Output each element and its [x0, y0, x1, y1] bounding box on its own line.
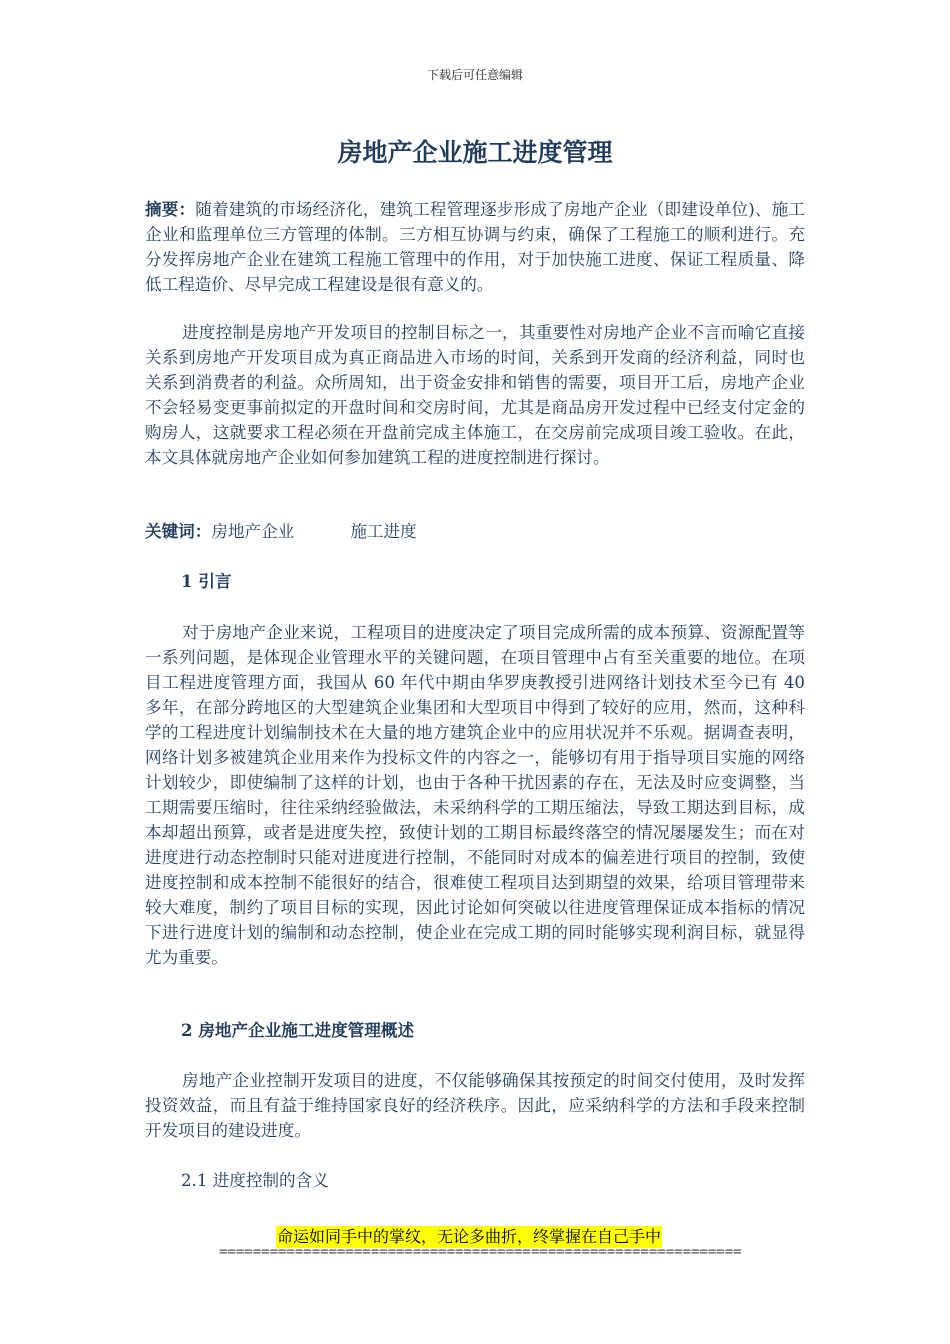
keywords-line: [145, 519, 805, 544]
footer-rule: ==============================================================: [219, 1244, 742, 1260]
keywords-label: 关键词：: [145, 522, 212, 541]
abstract-text: 随着建筑的市场经济化，建筑工程管理逐步形成了房地产企业（即建设单位)、施工企业和监理单位三方管理的体制。三方相互协调与约束，确保了工程施工的顺利进行。充分发挥房地产企业在建筑工程施工管理中的作用，对于加快施工进度、保证工程质量、降低工程造价、尽早完成工程建设是很有意义的。: [145, 200, 805, 294]
section-heading: 2 房地产企业施工进度管理概述: [181, 1020, 415, 1040]
keyword-item: 施工进度: [350, 522, 417, 541]
keyword-item: 房地产企业: [211, 522, 295, 541]
document-title: 房地产企业施工进度管理: [337, 138, 613, 167]
section-paragraph: 房地产企业控制开发项目的进度，不仅能够确保其按预定的时间交付使用，及时发挥投资效益，而且有益于维持国家良好的经济秩序。因此，应采纳科学的方法和手段来控制开发项目的建设进度。: [145, 1071, 805, 1140]
abstract-label: 摘要：: [145, 200, 196, 219]
section-heading: 1 引言: [181, 571, 232, 591]
footer-motto: 命运如同手中的掌纹，无论多曲折，终掌握在自己手中: [277, 1227, 662, 1246]
section-paragraph: 对于房地产企业来说，工程项目的进度决定了项目完成所需的成本预算、资源配置等一系列问题，是体现企业管理水平的关键问题，在项目管理中占有至关重要的地位。在项目工程进度管理方面，我国从 60 年代中期由华罗庚教授引进网络计划技术至今已有 40 多年，在部分跨地区的大型建筑企业集团和大型项目中得到了较好的应用，然而，这种科学的工程进度计划编制技术在大量的地方建筑企业中的应用状况并不乐观。据调查表明，网络计划多被建筑企业用来作为投标文件的内容之一，能够切有用于指导项目实施的网络计划较少，即使编制了这样的计划，也由于各种干扰因素的存在，无法及时应变调整，当工期需要压缩时，往往采纳经验做法，未采纳科学的工期压缩法，导致工期达到目标，成本却超出预算，或者是进度失控，致使计划的工期目标最终落空的情况屡屡发生；而在对进度进行动态控制时只能对进度进行控制，不能同时对成本的偏差进行项目的控制，致使进度控制和成本控制不能很好的结合，很难使工程项目达到期望的效果，给项目管理带来较大难度，制约了项目目标的实现，因此讨论如何突破以往进度管理保证成本指标的情况下进行进度计划的编制和动态控制，使企业在完成工期的同时能够实现利润目标，就显得尤为重要。: [145, 623, 805, 967]
abstract-paragraph: [145, 197, 805, 297]
subsection-heading: 2.1 进度控制的含义: [181, 1171, 329, 1190]
intro-paragraph: 进度控制是房地产开发项目的控制目标之一，其重要性对房地产企业不言而喻它直接关系到房地产开发项目成为真正商品进入市场的时间，关系到开发商的经济利益，同时也关系到消费者的利益。众所周知，出于资金安排和销售的需要，项目开工后，房地产企业不会轻易变更事前拟定的开盘时间和交房时间，尤其是商品房开发过程中已经支付定金的购房人，这就要求工程必须在开盘前完成主体施工，在交房前完成项目竣工验收。在此，本文具体就房地产企业如何参加建筑工程的进度控制进行探讨。: [145, 323, 805, 467]
header-note: 下载后可任意编辑: [426, 68, 523, 82]
